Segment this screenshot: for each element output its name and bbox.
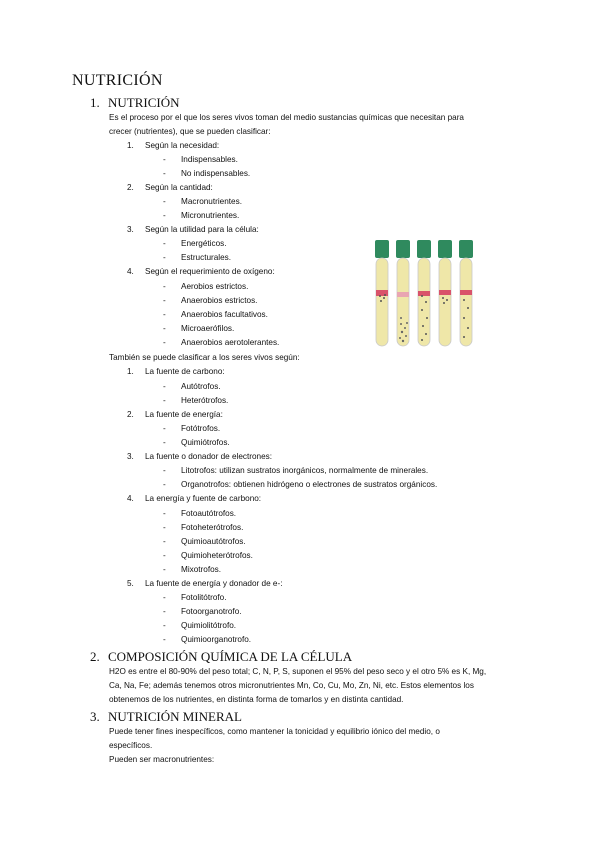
section-heading-nutricion bbox=[90, 95, 180, 111]
mineral-paragraph bbox=[109, 725, 504, 768]
test-tubes-oxygen-requirement-icon bbox=[372, 238, 480, 356]
test-tube bbox=[459, 240, 473, 346]
list-item: Estructurales. bbox=[181, 253, 232, 262]
paragraph-line: Puede tener fines inespecíficos, como mantener la tonicidad y equilibrio iónico del medio, o bbox=[109, 727, 440, 736]
intro-paragraph bbox=[109, 111, 504, 139]
list-item: Heterótrofos. bbox=[181, 396, 229, 405]
section-heading-composicion bbox=[90, 649, 352, 665]
test-tube bbox=[417, 240, 431, 346]
group-number: 2. bbox=[127, 410, 134, 419]
group-number: 3. bbox=[127, 225, 134, 234]
section-title: COMPOSICIÓN QUÍMICA DE LA CÉLULA bbox=[108, 649, 353, 664]
list-item: Energéticos. bbox=[181, 239, 227, 248]
list-item: Organotrofos: obtienen hidrógeno o electrones de sustratos orgánicos. bbox=[181, 480, 438, 489]
group-label: La fuente de carbono: bbox=[145, 367, 225, 376]
list-item: Quimioorganotrofo. bbox=[181, 635, 252, 644]
list-item: Autótrofos. bbox=[181, 382, 221, 391]
group-number: 2. bbox=[127, 183, 134, 192]
paragraph-line: obtenemos de los nutrientes, en distinta forma de tomarlos y en distinta cantidad. bbox=[109, 695, 404, 705]
section-title: NUTRICIÓN bbox=[108, 95, 180, 110]
document-title: NUTRICIÓN bbox=[72, 72, 163, 89]
group-label: Según la utilidad para la célula: bbox=[145, 225, 259, 234]
composition-paragraph bbox=[109, 665, 504, 708]
list-item: Quimiolitótrofo. bbox=[181, 621, 237, 630]
group-number: 1. bbox=[127, 141, 134, 150]
section-number: 1. bbox=[90, 95, 100, 110]
section-heading-mineral bbox=[90, 709, 242, 725]
paragraph-line: H2O es entre el 80-90% del peso total; C, N, P, S, suponen el 95% del peso seco y el otro 5% es K, Mg, bbox=[109, 667, 487, 676]
section-number: 3. bbox=[90, 709, 100, 724]
list-item: Micronutrientes. bbox=[181, 211, 240, 220]
list-item: Anaerobios estrictos. bbox=[181, 296, 258, 305]
paragraph-line: específicos. bbox=[109, 741, 153, 751]
group-label: La fuente o donador de electrones: bbox=[145, 452, 273, 461]
section-number: 2. bbox=[90, 649, 100, 664]
list-item: No indispensables. bbox=[181, 169, 251, 178]
section-title: NUTRICIÓN MINERAL bbox=[108, 709, 242, 724]
also-classify-line: También se puede clasificar a los seres vivos según: bbox=[109, 353, 300, 362]
group-label: Según el requerimiento de oxígeno: bbox=[145, 267, 275, 276]
group-label: Según la cantidad: bbox=[145, 183, 213, 192]
test-tube bbox=[375, 240, 389, 346]
list-item: Fotoorganotrofo. bbox=[181, 607, 242, 616]
list-item: Microaerófilos. bbox=[181, 324, 235, 333]
list-item: Quimioheterótrofos. bbox=[181, 551, 253, 560]
test-tube bbox=[438, 240, 452, 346]
intro-line: crecer (nutrientes), que se pueden clasificar: bbox=[109, 127, 271, 137]
group-number: 5. bbox=[127, 579, 134, 588]
list-item: Litotrofos: utilizan sustratos inorgánicos, normalmente de minerales. bbox=[181, 466, 429, 475]
group-label: Según la necesidad: bbox=[145, 141, 220, 150]
list-item: Anaerobios facultativos. bbox=[181, 310, 268, 319]
list-item: Quimioautótrofos. bbox=[181, 537, 246, 546]
list-item: Aerobios estrictos. bbox=[181, 282, 249, 291]
intro-line: Es el proceso por el que los seres vivos toman del medio sustancias químicas que necesitan para bbox=[109, 113, 464, 122]
paragraph-line: Pueden ser macronutrientes: bbox=[109, 755, 215, 765]
group-number: 1. bbox=[127, 367, 134, 376]
list-item: Macronutrientes. bbox=[181, 197, 242, 206]
group-label: La fuente de energía: bbox=[145, 410, 223, 419]
list-item: Fotoautótrofos. bbox=[181, 509, 237, 518]
paragraph-line: Ca, Na, Fe; además tenemos otros micronutrientes Mn, Co, Cu, Mo, Zn, Ni, etc. Estos elementos los bbox=[109, 681, 474, 691]
list-item: Fotoheterótrofos. bbox=[181, 523, 244, 532]
list-item: Anaerobios aerotolerantes. bbox=[181, 338, 280, 347]
group-label: La energía y fuente de carbono: bbox=[145, 494, 262, 503]
list-item: Fotótrofos. bbox=[181, 424, 221, 433]
list-item: Mixotrofos. bbox=[181, 565, 222, 574]
group-number: 4. bbox=[127, 267, 134, 276]
group-number: 4. bbox=[127, 494, 134, 503]
list-item: Indispensables. bbox=[181, 155, 238, 164]
group-number: 3. bbox=[127, 452, 134, 461]
test-tube bbox=[396, 240, 410, 346]
document-page: NUTRICIÓN 1. NUTRICIÓN Es el proceso por el que los seres vivos toman del medio sustancias químicas que necesitan para crecer (nutrientes), que se pueden clasificar: 1. Según la necesidad: - Indispensables. - No indispensables. 2. Según la cantidad: - Macronutrientes. - Micronutrientes. 3. Según la utilidad para la célula: - Energéticos. - Estructurales. 4. Según el requerimiento de oxígeno: - Aerobios estrictos. - Anaerobios estrictos. - Anaerobios facultativos. - Microaerófilos. - Anaerobios aerotolerantes. También se puede clasificar a los seres vivos según: 1. La fuente de carbono: - Autótrofos. - Heterótrofos. 2. La fuente de energía: - Fotótrofos. - Quimiótrofos. 3. La fuente o donador de electrones: - Litotrofos: utilizan sustratos inorgánicos, normalmente de minerales. - Organotrofos: obtienen hidrógeno o electrones de sustratos orgánicos. 4. La energía y fuente de carbono: - Fotoautótrofos. - Fotoheterótrofos. - Quimioautótrofos. - Quimioheterótrofos. - Mixotrofos. 5. La fuente de energía y donador de e-: - Fotolitótrofo. - Fotoorganotrofo. - Quimiolitótrofo. - Quimioorganotrofo. 2. COMPOSICIÓN QUÍMICA DE LA CÉLULA H2O es entre el 80-90% del peso total; C, N, P, S, suponen el 95% del peso seco y el otro 5% es K, Mg, Ca, Na, Fe; además tenemos otros micronutrientes Mn, Co, Cu, Mo, Zn, Ni, etc. Estos elementos los obtenemos de los nutrientes, en distinta forma de tomarlos y en distinta cantidad. 3. NUTRICIÓN MINERAL Puede tener fines inespecíficos, como mantener la tonicidad y equilibrio iónico del medio, o específicos. Pueden ser macronutrientes: bbox=[0, 0, 600, 848]
list-item: Quimiótrofos. bbox=[181, 438, 230, 447]
list-item: Fotolitótrofo. bbox=[181, 593, 227, 602]
group-label: La fuente de energía y donador de e-: bbox=[145, 579, 283, 588]
